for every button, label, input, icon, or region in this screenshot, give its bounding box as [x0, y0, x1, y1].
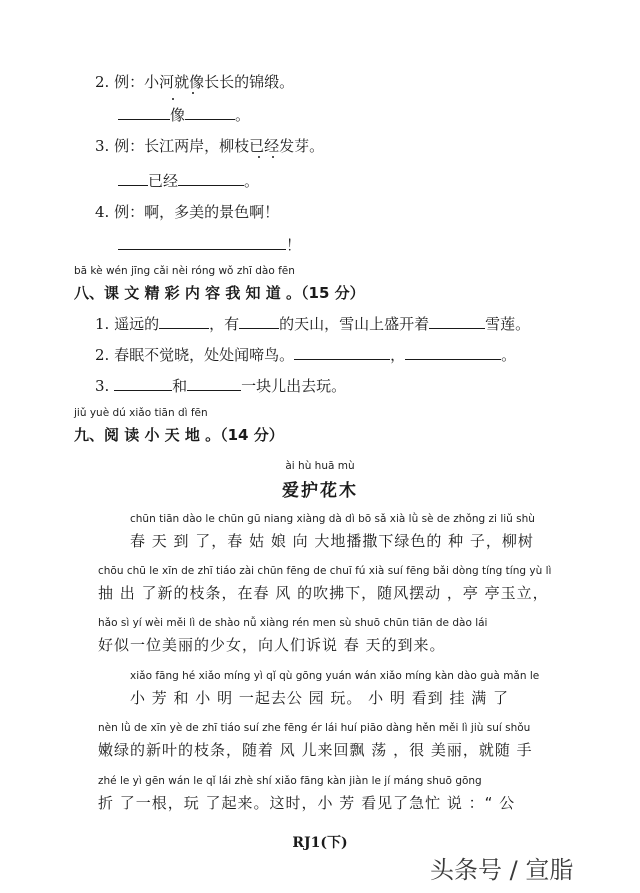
- exercise-4-answer: [118, 234, 301, 255]
- emphasis-dot: [192, 92, 194, 94]
- passage-text-line: 小 芳 和 小 明 一起去公 园 玩。 小 明 看到 挂 满 了: [130, 689, 509, 707]
- passage-pinyin-line: hǎo sì yí wèi měi lì de shào nǚ xiàng rén men sù shuō chūn tiān de dào lái: [98, 617, 488, 629]
- passage-pinyin-line: zhé le yì gēn wán le qǐ lái zhè shí xiǎo fāng kàn jiàn le jí máng shuō gōng: [98, 775, 482, 787]
- exercise-2-word: 像: [170, 106, 186, 124]
- exercise-3-answer: [118, 170, 259, 191]
- watermark: 头条号 / 宣脂: [430, 856, 574, 884]
- section-9-pinyin: jiǔ yuè dú xiǎo tiān dì fēn: [74, 407, 208, 419]
- exercise-2-answer: [118, 104, 250, 125]
- passage-pinyin-line: chūn tiān dào le chūn gū niang xiàng dà dì bō sǎ xià lǜ sè de zhǒng zi liǔ shù: [130, 513, 535, 525]
- exercise-3-word: 已经: [148, 172, 179, 190]
- answer-blank[interactable]: [114, 378, 172, 391]
- passage-text-line: 折 了一根，玩 了起来。这时，小 芳 看见了急忙 说 ：“ 公: [98, 794, 516, 812]
- exercise-4-example: 4. 例：啊，多美的景色啊！: [95, 203, 280, 221]
- emphasis-dot: [272, 156, 274, 158]
- punctuation: 。: [244, 172, 260, 190]
- section-8-question-1: 1. 遥远的 ，有 的天山，雪山上盛开着 雪莲。: [95, 315, 531, 333]
- answer-blank[interactable]: [118, 107, 170, 120]
- punctuation: ！: [286, 236, 302, 254]
- reading-title: 爱护花木: [282, 481, 358, 501]
- exercise-3-example: 3. 例：长江两岸，柳枝已经发芽。: [95, 137, 325, 155]
- answer-blank[interactable]: [405, 347, 501, 360]
- section-8-question-2: 2. 春眠不觉晓，处处闻啼鸟。 ， 。: [95, 346, 517, 364]
- section-9-title: 九、阅 读 小 天 地 。（14 分）: [74, 426, 284, 444]
- answer-blank[interactable]: [118, 237, 286, 250]
- answer-blank[interactable]: [178, 173, 244, 186]
- passage-text-line: 抽 出 了新的枝条，在春 风 的吹拂下，随风摆动 ，亭 亭玉立，: [98, 584, 549, 602]
- section-8-title: 八、课 文 精 彩 内 容 我 知 道 。（15 分）: [74, 284, 365, 302]
- answer-blank[interactable]: [239, 316, 279, 329]
- section-8-pinyin: bā kè wén jīng cǎi nèi róng wǒ zhī dào fēn: [74, 265, 295, 277]
- punctuation: 。: [235, 106, 251, 124]
- passage-text-line: 春 天 到 了，春 姑 娘 向 大地播撒下绿色的 种 子，柳树: [130, 532, 534, 550]
- answer-blank[interactable]: [429, 316, 485, 329]
- emphasis-dot: [258, 156, 260, 158]
- section-8-question-3: 3. 和 一块儿出去玩。: [95, 377, 347, 395]
- exercise-2-example: 2. 例：小河就像长长的锦缎。: [95, 73, 295, 91]
- passage-text-line: 嫩绿的新叶的枝条，随着 风 儿来回飘 荡 ，很 美丽，就随 手: [98, 741, 533, 759]
- passage-pinyin-line: chōu chū le xīn de zhī tiáo zài chūn fēng de chuī fú xià suí fēng bǎi dòng tíng tíng yù lì: [98, 565, 552, 577]
- page-label: RJ1(下): [292, 835, 348, 851]
- passage-pinyin-line: xiǎo fāng hé xiǎo míng yì qǐ qù gōng yuán wán xiǎo míng kàn dào guà mǎn le: [130, 670, 540, 682]
- answer-blank[interactable]: [159, 316, 209, 329]
- answer-blank[interactable]: [187, 378, 241, 391]
- answer-blank[interactable]: [294, 347, 390, 360]
- emphasis-dot: [172, 98, 174, 100]
- passage-pinyin-line: nèn lǜ de xīn yè de zhī tiáo suí zhe fēng ér lái huí piāo dàng hěn měi lì jiù suí shǒu: [98, 722, 531, 734]
- answer-blank[interactable]: [185, 107, 235, 120]
- passage-text-line: 好似一位美丽的少女，向人们诉说 春 天的到来。: [98, 636, 446, 654]
- reading-title-pinyin: ài hù huā mù: [285, 460, 355, 472]
- answer-blank[interactable]: [118, 173, 148, 186]
